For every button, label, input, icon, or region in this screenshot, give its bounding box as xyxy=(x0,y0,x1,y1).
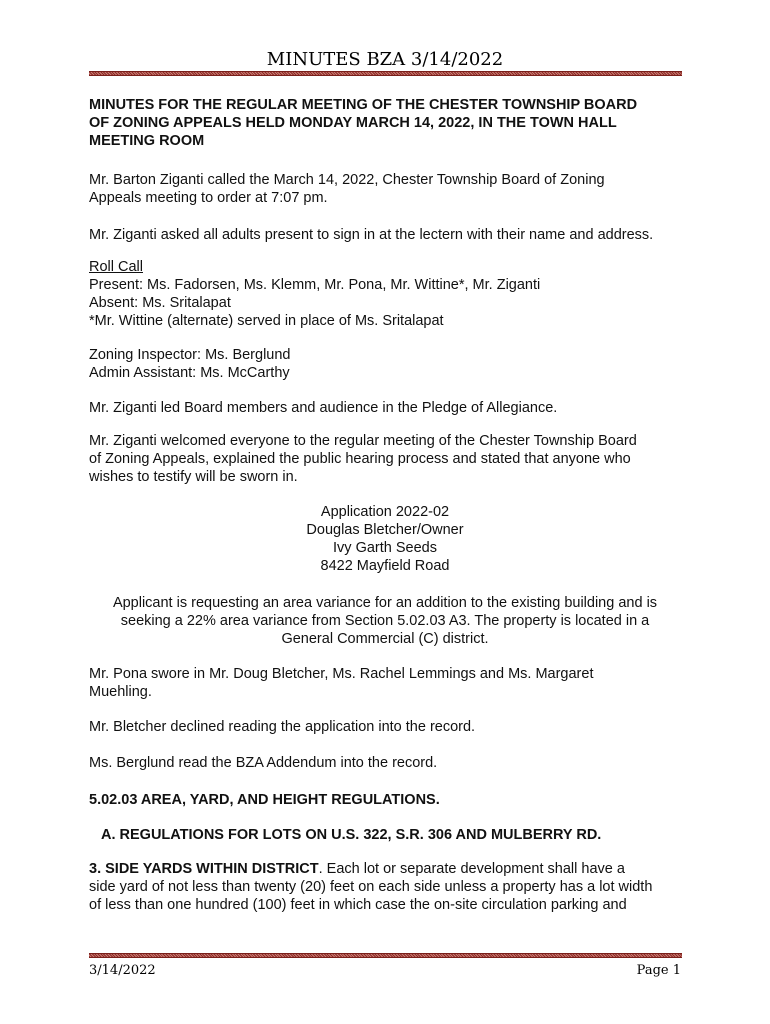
staff-section xyxy=(89,346,689,382)
paragraph-line: of Zoning Appeals, explained the public hearing process and stated that anyone who xyxy=(89,451,631,467)
paragraph-line: General Commercial (C) district. xyxy=(281,631,489,647)
declined-paragraph: Mr. Bletcher declined reading the application into the record. xyxy=(89,719,476,735)
header-rule xyxy=(89,71,682,76)
paragraph-line xyxy=(89,860,689,878)
roll-call-title: Roll Call xyxy=(89,259,143,275)
application-business: Ivy Garth Seeds xyxy=(333,540,437,556)
heading-line: OF ZONING APPEALS HELD MONDAY MARCH 14, 2022, IN THE TOWN HALL xyxy=(89,115,617,131)
application-address: 8422 Mayfield Road xyxy=(320,558,450,574)
application-block xyxy=(85,503,685,575)
section-heading: 5.02.03 AREA, YARD, AND HEIGHT REGULATIONS. xyxy=(89,792,440,808)
sign-in-paragraph: Mr. Ziganti asked all adults present to sign in at the lectern with their name and address. xyxy=(89,227,654,243)
admin-assistant: Admin Assistant: Ms. McCarthy xyxy=(89,365,290,381)
sworn-in-paragraph xyxy=(89,665,689,701)
side-yards-paragraph xyxy=(89,860,689,914)
roll-call-note: *Mr. Wittine (alternate) served in place of Ms. Sritalapat xyxy=(89,313,444,329)
paragraph-line: Appeals meeting to order at 7:07 pm. xyxy=(89,190,328,206)
request-paragraph xyxy=(85,594,685,648)
paragraph-line: Applicant is requesting an area variance for an addition to the existing building and is xyxy=(112,595,658,611)
paragraph-line: side yard of not less than twenty (20) feet on each side unless a property has a lot width xyxy=(89,879,653,895)
footer-rule xyxy=(89,953,682,958)
paragraph-line: Muehling. xyxy=(89,684,152,700)
roll-call-absent: Absent: Ms. Sritalapat xyxy=(89,295,231,311)
side-yards-line1-rest: . Each lot or separate development shall have a xyxy=(318,861,625,877)
paragraph-line: seeking a 22% area variance from Section 5.02.03 A3. The property is located in a xyxy=(120,613,650,629)
pledge-paragraph: Mr. Ziganti led Board members and audience in the Pledge of Allegiance. xyxy=(89,400,558,416)
welcome-paragraph xyxy=(89,432,689,486)
paragraph-line: wishes to testify will be sworn in. xyxy=(89,469,298,485)
application-number: Application 2022-02 xyxy=(320,504,450,520)
page-header-title: MINUTES BZA 3/14/2022 xyxy=(266,49,504,70)
paragraph-line: Mr. Barton Ziganti called the March 14, 2022, Chester Township Board of Zoning xyxy=(89,172,605,188)
paragraph-line: Mr. Ziganti welcomed everyone to the regular meeting of the Chester Township Board xyxy=(89,433,637,449)
footer-page-number: Page 1 xyxy=(636,963,681,978)
side-yards-lead: 3. SIDE YARDS WITHIN DISTRICT xyxy=(89,861,319,877)
roll-call-section xyxy=(89,258,689,330)
roll-call-present: Present: Ms. Fadorsen, Ms. Klemm, Mr. Pona, Mr. Wittine*, Mr. Ziganti xyxy=(89,277,541,293)
paragraph-line: of less than one hundred (100) feet in which case the on-site circulation parking and xyxy=(89,897,627,913)
zoning-inspector: Zoning Inspector: Ms. Berglund xyxy=(89,347,291,363)
footer-date: 3/14/2022 xyxy=(89,963,156,978)
paragraph-line: Mr. Pona swore in Mr. Doug Bletcher, Ms. Rachel Lemmings and Ms. Margaret xyxy=(89,666,594,682)
heading-line: MEETING ROOM xyxy=(89,133,205,149)
application-owner: Douglas Bletcher/Owner xyxy=(306,522,464,538)
call-to-order-paragraph xyxy=(89,171,689,207)
addendum-paragraph: Ms. Berglund read the BZA Addendum into the record. xyxy=(89,755,438,771)
minutes-heading xyxy=(89,96,689,150)
subsection-heading: A. REGULATIONS FOR LOTS ON U.S. 322, S.R. 306 AND MULBERRY RD. xyxy=(101,827,602,843)
heading-line: MINUTES FOR THE REGULAR MEETING OF THE CHESTER TOWNSHIP BOARD xyxy=(89,97,638,113)
